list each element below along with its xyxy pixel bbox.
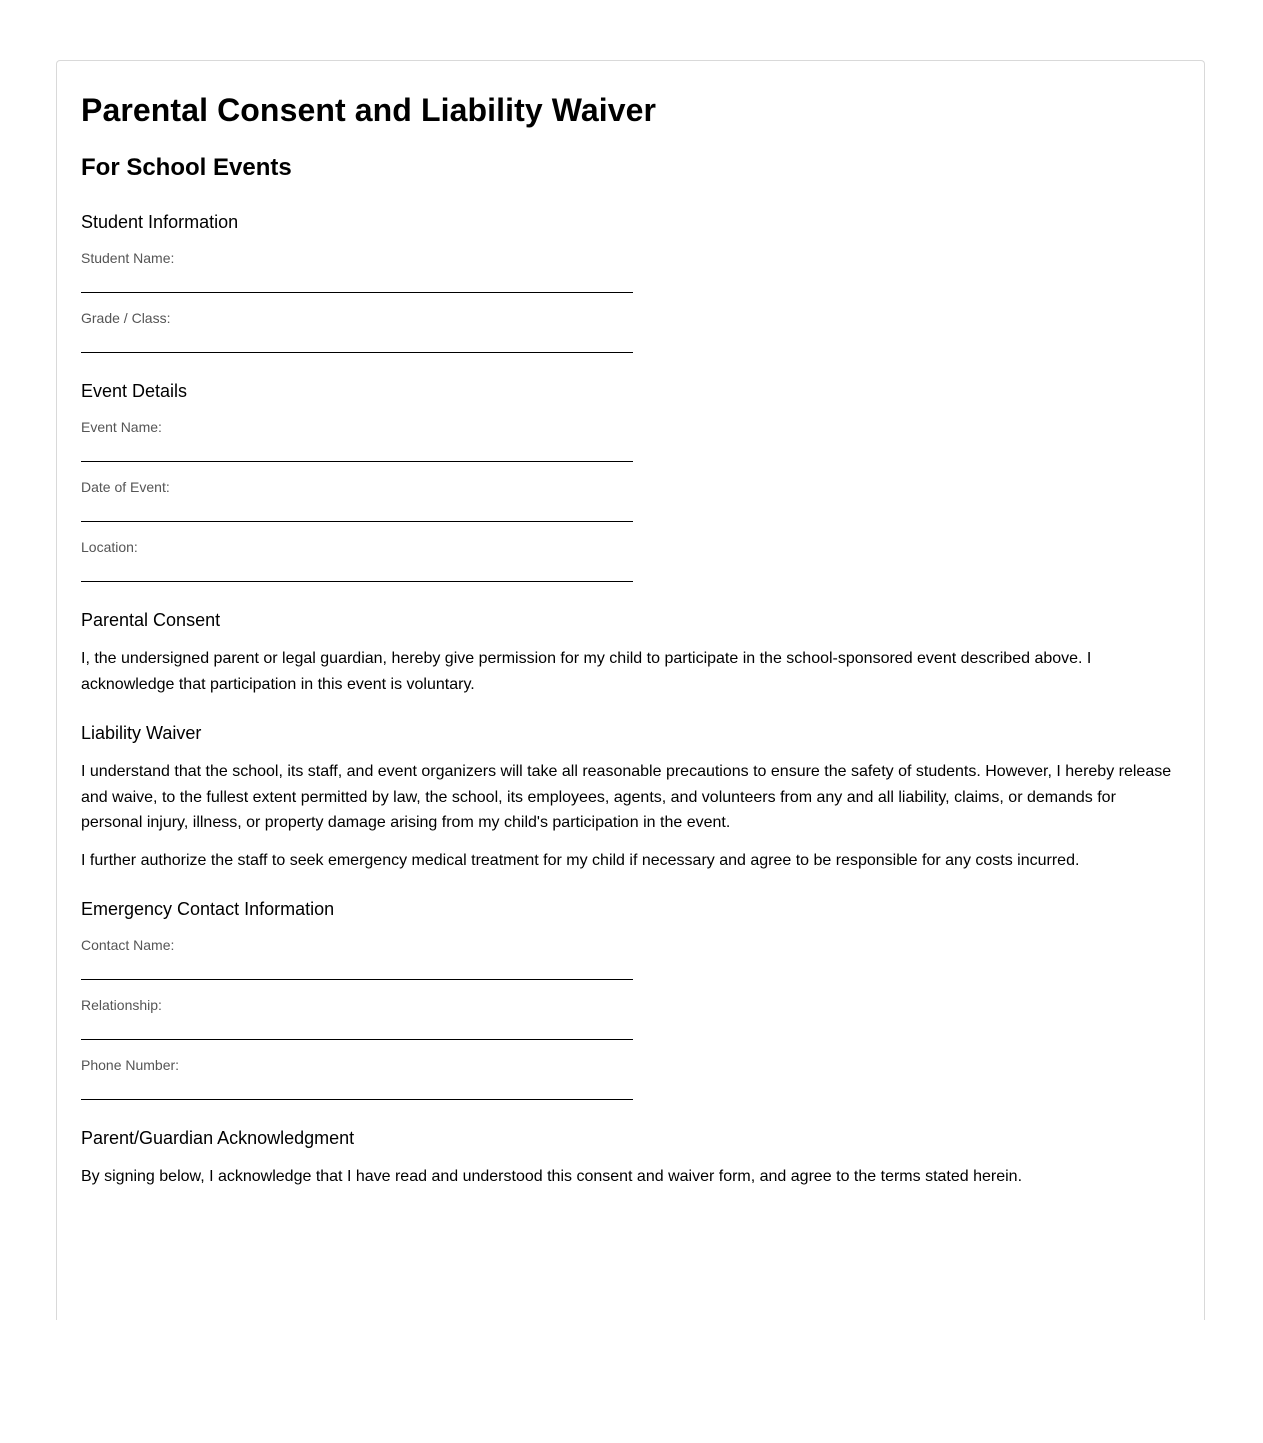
contact-name-field — [81, 937, 633, 980]
page-subtitle: For School Events — [81, 154, 292, 181]
event-details-heading: Event Details — [81, 381, 188, 401]
location-label: Location: — [81, 539, 138, 555]
medical-authorization-text: I further authorize the staff to seek emergency medical treatment for my child if necessary and agree to be responsible for any costs incurred. — [81, 851, 1080, 869]
event-date-input[interactable] — [81, 495, 633, 522]
contact-name-label: Contact Name: — [81, 937, 175, 953]
location-field — [81, 539, 633, 582]
emergency-contact-heading: Emergency Contact Information — [81, 899, 335, 919]
grade-class-input[interactable] — [81, 326, 633, 353]
contact-name-input[interactable] — [81, 953, 633, 980]
event-name-input[interactable] — [81, 435, 633, 462]
liability-waiver-heading: Liability Waiver — [81, 723, 202, 743]
student-name-field — [81, 250, 633, 293]
event-date-label: Date of Event: — [81, 479, 170, 495]
waiver-form-card — [56, 60, 1205, 1320]
event-name-label: Event Name: — [81, 419, 162, 435]
page-title: Parental Consent and Liability Waiver — [81, 92, 657, 128]
acknowledgment-text: By signing below, I acknowledge that I have read and understood this consent and waiver form, and agree to the terms stated herein. — [81, 1168, 1023, 1185]
parental-consent-heading: Parental Consent — [81, 610, 221, 630]
parental-consent-text: I, the undersigned parent or legal guardian, hereby give permission for my child to participate in the school-sponsored event described above. I acknowledge that participation in this event is voluntary. — [81, 650, 1092, 693]
grade-class-field — [81, 310, 633, 353]
event-name-field — [81, 419, 633, 462]
acknowledgment-heading: Parent/Guardian Acknowledgment — [81, 1128, 355, 1148]
student-information-heading: Student Information — [81, 212, 239, 232]
grade-class-label: Grade / Class: — [81, 310, 171, 326]
phone-number-field — [81, 1057, 633, 1100]
location-input[interactable] — [81, 555, 633, 582]
phone-number-label: Phone Number: — [81, 1057, 180, 1073]
liability-waiver-text: I understand that the school, its staff, and event organizers will take all reasonable precautions to ensure the safety of students. However, I hereby release and waive, to the fullest extent permitted by law, the school, its employees, agents, and volunteers from any and all liability, claims, or demands for personal injury, illness, or property damage arising from my child's participation in the event. — [81, 763, 1172, 831]
relationship-label: Relationship: — [81, 997, 162, 1013]
relationship-input[interactable] — [81, 1013, 633, 1040]
student-name-input[interactable] — [81, 266, 633, 293]
phone-number-input[interactable] — [81, 1073, 633, 1100]
event-date-field — [81, 479, 633, 522]
student-name-label: Student Name: — [81, 250, 175, 266]
relationship-field — [81, 997, 633, 1040]
